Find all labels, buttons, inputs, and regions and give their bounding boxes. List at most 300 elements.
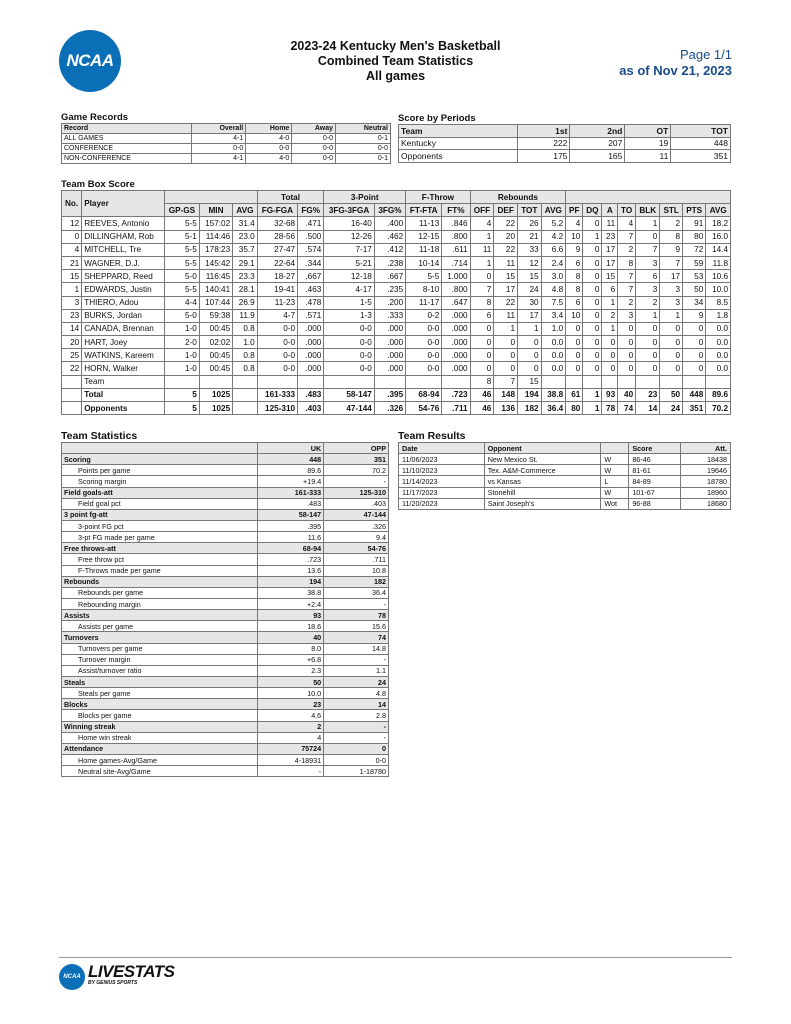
- game-records-cell: ALL GAMES: [62, 134, 192, 144]
- box-cell: 1: [602, 296, 618, 309]
- stat-row: [62, 587, 389, 598]
- stat-row: [62, 688, 389, 699]
- box-cell: 1-0: [165, 322, 200, 335]
- box-cell: 27-47: [257, 243, 297, 256]
- stat-category-row: [62, 487, 389, 498]
- box-cell: .400: [374, 217, 405, 230]
- box-cell: 59: [683, 256, 706, 269]
- livestats-brand: LIVESTATS: [88, 961, 175, 981]
- box-cell: 145:42: [199, 256, 232, 269]
- box-cell: 5-5: [165, 217, 200, 230]
- box-cell: 12: [518, 256, 542, 269]
- box-cell: [566, 375, 583, 388]
- box-cell: 78: [602, 402, 618, 415]
- box-cell: 1.0: [233, 336, 258, 349]
- box-header: STL: [660, 204, 683, 217]
- box-cell: 116:45: [199, 270, 232, 283]
- team-statistics-table: [61, 442, 389, 777]
- box-cell: 93: [602, 388, 618, 401]
- box-cell: [683, 375, 706, 388]
- stat-label: Scoring: [62, 454, 258, 465]
- box-cell: 0: [602, 362, 618, 375]
- box-cell: 136: [494, 402, 518, 415]
- result-cell: 11/14/2023: [399, 476, 485, 487]
- box-cell: 1: [494, 322, 518, 335]
- box-cell: .395: [374, 388, 405, 401]
- periods-header: 1st: [518, 125, 570, 138]
- box-cell: .800: [442, 230, 470, 243]
- box-cell: 9: [566, 243, 583, 256]
- box-cell: .471: [298, 217, 324, 230]
- stat-opp-value: 9.4: [324, 532, 389, 543]
- box-cell: 15: [518, 270, 542, 283]
- box-cell: 19-41: [257, 283, 297, 296]
- stat-category-row: [62, 743, 389, 754]
- periods-row: [399, 137, 731, 150]
- box-cell: 0: [618, 322, 636, 335]
- stat-uk-value: 58-147: [258, 509, 324, 520]
- box-cell: 157:02: [199, 217, 232, 230]
- box-cell: 0: [62, 230, 82, 243]
- box-header: DQ: [583, 204, 602, 217]
- stat-uk-value: 2: [258, 721, 324, 732]
- box-cell: [233, 402, 258, 415]
- stat-category-row: [62, 610, 389, 621]
- box-cell: WATKINS, Kareem: [82, 349, 165, 362]
- box-cell: .200: [374, 296, 405, 309]
- stat-uk-value: -: [258, 766, 324, 777]
- box-cell: 1: [636, 217, 660, 230]
- box-cell: .000: [374, 322, 405, 335]
- box-cell: 0: [683, 336, 706, 349]
- results-header: [601, 443, 629, 454]
- stat-row: [62, 465, 389, 476]
- box-cell: 12: [62, 217, 82, 230]
- stat-opp-value: 54-76: [324, 543, 389, 554]
- stat-row: [62, 498, 389, 509]
- stat-row: [62, 643, 389, 654]
- box-header: MIN: [199, 204, 232, 217]
- box-cell: [660, 375, 683, 388]
- stat-label: Field goal pct: [62, 498, 258, 509]
- box-header: 3FG-3FGA: [324, 204, 374, 217]
- box-cell: THIERO, Adou: [82, 296, 165, 309]
- box-cell: 0: [583, 322, 602, 335]
- box-cell: 23: [62, 309, 82, 322]
- stat-uk-value: 23: [258, 699, 324, 710]
- page-number: Page 1/1: [679, 47, 732, 62]
- team-stats-header: OPP: [324, 443, 389, 454]
- box-cell: 14: [636, 402, 660, 415]
- stat-uk-value: 2.3: [258, 665, 324, 676]
- box-cell: 0.0: [541, 362, 566, 375]
- box-cell: 22: [494, 243, 518, 256]
- box-cell: .000: [442, 322, 470, 335]
- box-cell: 0: [566, 322, 583, 335]
- box-cell: 6: [470, 309, 494, 322]
- game-records-cell: 0-1: [336, 154, 391, 164]
- stat-label: Field goals-att: [62, 487, 258, 498]
- box-header: PTS: [683, 204, 706, 217]
- box-cell: 40: [618, 388, 636, 401]
- box-cell: 2: [618, 296, 636, 309]
- box-cell: 0-0: [324, 349, 374, 362]
- box-cell: 1-3: [324, 309, 374, 322]
- stat-row: [62, 476, 389, 487]
- box-cell: 20: [62, 336, 82, 349]
- ncaa-logo: NCAA: [59, 30, 121, 92]
- box-cell: 3: [62, 296, 82, 309]
- game-records-cell: 0-0: [246, 144, 292, 154]
- box-cell: 4: [566, 217, 583, 230]
- box-cell: .667: [374, 270, 405, 283]
- box-header: DEF: [494, 204, 518, 217]
- box-cell: 28-56: [257, 230, 297, 243]
- box-cell: [583, 375, 602, 388]
- box-cell: 5-0: [165, 309, 200, 322]
- box-cell: 15: [518, 375, 542, 388]
- stat-uk-value: 13.6: [258, 565, 324, 576]
- box-cell: [62, 388, 82, 401]
- box-cell: 10: [566, 309, 583, 322]
- box-cell: .000: [374, 362, 405, 375]
- game-records-table: [61, 123, 391, 164]
- box-cell: 91: [683, 217, 706, 230]
- game-records-header: Home: [246, 124, 292, 134]
- box-cell: 4.2: [541, 230, 566, 243]
- stat-row: [62, 732, 389, 743]
- result-cell: L: [601, 476, 629, 487]
- box-cell: 1-0: [165, 362, 200, 375]
- box-cell: 0-2: [406, 309, 442, 322]
- box-score-title: Team Box Score: [61, 179, 135, 190]
- box-cell: 1: [660, 309, 683, 322]
- box-cell: 24: [660, 402, 683, 415]
- box-cell: 8: [470, 296, 494, 309]
- box-cell: 34: [683, 296, 706, 309]
- stat-opp-value: 0-0: [324, 754, 389, 765]
- stat-category-row: [62, 699, 389, 710]
- stat-uk-value: 11.6: [258, 532, 324, 543]
- stat-label: Blocks: [62, 699, 258, 710]
- stat-opp-value: 351: [324, 454, 389, 465]
- box-cell: 20: [494, 230, 518, 243]
- stat-label: Turnovers per game: [62, 643, 258, 654]
- box-cell: 0: [494, 362, 518, 375]
- game-records-cell: 0-0: [336, 144, 391, 154]
- box-cell: .000: [298, 349, 324, 362]
- group-blank: [165, 191, 258, 204]
- box-cell: 182: [518, 402, 542, 415]
- box-header: FG-FGA: [257, 204, 297, 217]
- box-cell: 15: [602, 270, 618, 283]
- box-cell: 0: [583, 217, 602, 230]
- stat-opp-value: 15.6: [324, 621, 389, 632]
- result-cell: 19646: [681, 465, 731, 476]
- box-cell: 14: [62, 322, 82, 335]
- team-results-table: [398, 442, 731, 510]
- stat-opp-value: 36.4: [324, 587, 389, 598]
- box-cell: .238: [374, 256, 405, 269]
- group-fthrow: F-Throw: [406, 191, 470, 204]
- box-cell: 0: [566, 362, 583, 375]
- box-cell: 0: [618, 336, 636, 349]
- box-header: FG%: [298, 204, 324, 217]
- team-stats-header: [62, 443, 258, 454]
- game-records-row: [62, 144, 391, 154]
- box-cell: 0: [618, 349, 636, 362]
- result-cell: 101-67: [629, 487, 681, 498]
- box-cell: 7: [636, 243, 660, 256]
- box-cell: 7-17: [324, 243, 374, 256]
- box-cell: 17: [602, 243, 618, 256]
- box-cell: 0.8: [233, 362, 258, 375]
- box-cell: HART, Joey: [82, 336, 165, 349]
- box-header: GP-GS: [165, 204, 200, 217]
- box-cell: [324, 375, 374, 388]
- stat-category-row: [62, 454, 389, 465]
- box-cell: 10.0: [706, 283, 731, 296]
- result-cell: W: [601, 454, 629, 465]
- box-cell: .000: [298, 362, 324, 375]
- as-of-date: as of Nov 21, 2023: [619, 63, 732, 78]
- box-cell: 7: [618, 270, 636, 283]
- stat-category-row: [62, 576, 389, 587]
- box-cell: 46: [470, 402, 494, 415]
- box-cell: 5-21: [324, 256, 374, 269]
- box-cell: 0-0: [324, 336, 374, 349]
- box-cell: 0: [583, 243, 602, 256]
- box-cell: HORN, Walker: [82, 362, 165, 375]
- box-cell: 0: [583, 336, 602, 349]
- box-cell: .483: [298, 388, 324, 401]
- box-cell: 1: [636, 309, 660, 322]
- box-cell: 4: [62, 243, 82, 256]
- box-cell: 0: [660, 336, 683, 349]
- box-cell: Opponents: [82, 402, 165, 415]
- stat-category-row: [62, 721, 389, 732]
- box-cell: CANADA, Brennan: [82, 322, 165, 335]
- score-by-periods-title: Score by Periods: [398, 113, 476, 124]
- box-cell: 5: [165, 388, 200, 401]
- box-cell: 17: [660, 270, 683, 283]
- box-cell: 8: [470, 375, 494, 388]
- box-cell: 0-0: [406, 322, 442, 335]
- box-header: TOT: [518, 204, 542, 217]
- game-records-header: Record: [62, 124, 192, 134]
- box-cell: 0-0: [257, 336, 297, 349]
- box-cell: 0: [583, 349, 602, 362]
- box-cell: 70.2: [706, 402, 731, 415]
- box-cell: .412: [374, 243, 405, 256]
- box-cell: .000: [442, 309, 470, 322]
- stat-row: [62, 520, 389, 531]
- box-cell: 6: [566, 296, 583, 309]
- box-cell: 23.3: [233, 270, 258, 283]
- box-cell: .611: [442, 243, 470, 256]
- stat-label: Steals: [62, 676, 258, 687]
- box-cell: 0-0: [406, 349, 442, 362]
- box-cell: .647: [442, 296, 470, 309]
- box-cell: 0-0: [324, 362, 374, 375]
- box-header: AVG: [541, 204, 566, 217]
- opponents-row: [62, 402, 731, 415]
- stat-uk-value: 89.6: [258, 465, 324, 476]
- game-records-cell: 4-0: [246, 134, 292, 144]
- box-cell: 54-76: [406, 402, 442, 415]
- box-cell: 11-18: [406, 243, 442, 256]
- box-cell: 0: [636, 336, 660, 349]
- box-cell: 0: [583, 270, 602, 283]
- player-row: [62, 362, 731, 375]
- box-cell: 107:44: [199, 296, 232, 309]
- stat-opp-value: 47-144: [324, 509, 389, 520]
- box-cell: REEVES, Antonio: [82, 217, 165, 230]
- player-row: [62, 283, 731, 296]
- stat-label: Assists: [62, 610, 258, 621]
- stat-label: Free throws-att: [62, 543, 258, 554]
- result-cell: New Mexico St.: [484, 454, 601, 465]
- result-row: [399, 476, 731, 487]
- box-cell: 0: [583, 362, 602, 375]
- box-cell: [706, 375, 731, 388]
- box-cell: 0: [518, 349, 542, 362]
- box-cell: .344: [298, 256, 324, 269]
- box-cell: 53: [683, 270, 706, 283]
- box-cell: .800: [442, 283, 470, 296]
- box-cell: 22: [62, 362, 82, 375]
- box-cell: 59:38: [199, 309, 232, 322]
- periods-cell: Kentucky: [399, 137, 518, 150]
- game-records-header: Away: [292, 124, 336, 134]
- box-cell: 22: [494, 296, 518, 309]
- box-cell: 22: [494, 217, 518, 230]
- box-cell: 6: [566, 256, 583, 269]
- box-cell: 36.4: [541, 402, 566, 415]
- player-row: [62, 349, 731, 362]
- box-cell: 1025: [199, 388, 232, 401]
- box-cell: 0: [470, 362, 494, 375]
- box-cell: 0: [470, 270, 494, 283]
- box-cell: 0-0: [406, 336, 442, 349]
- box-cell: 3.0: [541, 270, 566, 283]
- box-cell: 0: [518, 362, 542, 375]
- box-cell: .571: [298, 309, 324, 322]
- result-cell: 11/20/2023: [399, 498, 485, 509]
- box-cell: 9: [683, 309, 706, 322]
- game-records-cell: 4-1: [192, 134, 246, 144]
- box-cell: 80: [683, 230, 706, 243]
- stat-uk-value: 38.8: [258, 587, 324, 598]
- stat-uk-value: 4-18931: [258, 754, 324, 765]
- box-cell: 10: [566, 230, 583, 243]
- box-cell: 0-0: [257, 322, 297, 335]
- footer: [59, 961, 175, 990]
- box-cell: 1: [470, 230, 494, 243]
- results-header: Att.: [681, 443, 731, 454]
- periods-header: TOT: [671, 125, 731, 138]
- box-cell: 0.0: [541, 349, 566, 362]
- result-cell: W: [601, 465, 629, 476]
- box-cell: .463: [298, 283, 324, 296]
- stat-label: Turnovers: [62, 632, 258, 643]
- box-cell: 1.0: [541, 322, 566, 335]
- results-header: Score: [629, 443, 681, 454]
- box-cell: 8: [566, 283, 583, 296]
- box-cell: 5-0: [165, 270, 200, 283]
- box-cell: .326: [374, 402, 405, 415]
- stat-uk-value: 10.0: [258, 688, 324, 699]
- box-cell: [233, 375, 258, 388]
- box-cell: 0: [683, 349, 706, 362]
- box-cell: .000: [442, 336, 470, 349]
- page-info: [619, 47, 732, 79]
- box-cell: 0: [602, 336, 618, 349]
- box-cell: 5-5: [165, 243, 200, 256]
- stat-label: Winning streak: [62, 721, 258, 732]
- result-cell: 11/17/2023: [399, 487, 485, 498]
- team-results-title: Team Results: [398, 430, 466, 442]
- box-cell: 61: [566, 388, 583, 401]
- stat-label: Rebounds per game: [62, 587, 258, 598]
- box-cell: [442, 375, 470, 388]
- stat-opp-value: 74: [324, 632, 389, 643]
- game-records-row: [62, 154, 391, 164]
- box-cell: 50: [683, 283, 706, 296]
- periods-cell: 207: [570, 137, 625, 150]
- box-cell: 3: [618, 309, 636, 322]
- stat-label: Neutral site-Avg/Game: [62, 766, 258, 777]
- box-cell: [618, 375, 636, 388]
- box-cell: 0: [583, 256, 602, 269]
- box-cell: .000: [298, 336, 324, 349]
- game-records-cell: 0-0: [292, 144, 336, 154]
- box-cell: 1: [518, 322, 542, 335]
- box-cell: 114:46: [199, 230, 232, 243]
- stat-opp-value: .326: [324, 520, 389, 531]
- livestats-tagline: BY GENIUS SPORTS: [88, 979, 138, 986]
- box-cell: 1: [583, 402, 602, 415]
- box-cell: 26: [518, 217, 542, 230]
- box-cell: 4-17: [324, 283, 374, 296]
- stat-row: [62, 754, 389, 765]
- stat-label: Blocks per game: [62, 710, 258, 721]
- result-cell: vs Kansas: [484, 476, 601, 487]
- team-statistics-title: Team Statistics: [61, 430, 138, 442]
- box-cell: 18-27: [257, 270, 297, 283]
- periods-cell: Opponents: [399, 150, 518, 163]
- stat-row: [62, 665, 389, 676]
- score-by-periods-table: [398, 124, 731, 163]
- box-cell: 02:02: [199, 336, 232, 349]
- result-cell: 11/10/2023: [399, 465, 485, 476]
- box-header: TO: [618, 204, 636, 217]
- box-cell: 74: [618, 402, 636, 415]
- box-cell: .403: [298, 402, 324, 415]
- box-cell: 10.6: [706, 270, 731, 283]
- box-cell: 0: [660, 362, 683, 375]
- stat-opp-value: 1.1: [324, 665, 389, 676]
- game-records-row: [62, 134, 391, 144]
- box-cell: 0: [494, 336, 518, 349]
- box-cell: 26.9: [233, 296, 258, 309]
- box-cell: 5-5: [165, 256, 200, 269]
- box-cell: 3: [636, 256, 660, 269]
- box-cell: 21: [62, 256, 82, 269]
- box-cell: 5-5: [406, 270, 442, 283]
- box-cell: 12-26: [324, 230, 374, 243]
- box-cell: Total: [82, 388, 165, 401]
